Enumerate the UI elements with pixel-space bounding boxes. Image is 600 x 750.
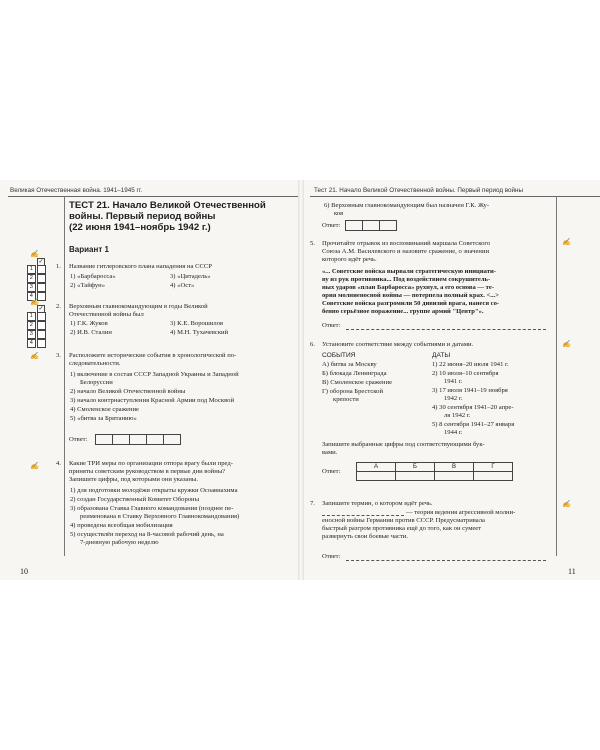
pen-icon: ✍ (562, 238, 571, 246)
event-item: крепости (333, 396, 359, 403)
answer-label: Ответ: (69, 436, 88, 443)
right-running-head: Тест 21. Начало Великой Отечественной войны. Первый период войны (314, 187, 524, 194)
date-item: 3) 17 июля 1941–19 ноября (432, 387, 508, 394)
question-text: — теория ведения агрессивной молни- (406, 509, 516, 516)
question-text: которого идёт речь. (322, 256, 377, 263)
option: 1) Г.К. Жуков (70, 320, 108, 327)
date-item: 5) 8 сентября 1941–27 января (432, 421, 515, 428)
check-box-4[interactable] (37, 339, 46, 348)
answer-box-1[interactable]: 1 (27, 312, 36, 321)
check-box-3[interactable] (37, 330, 46, 339)
question-text: приняты советским руководством в первые дни войны? (69, 468, 226, 475)
option: 2) создан Государственный Комитет Обороны (70, 496, 200, 503)
answer-cell[interactable] (164, 435, 180, 444)
answer-label: Ответ: (322, 222, 341, 229)
right-margin-rule (556, 196, 557, 556)
question-text: следовательности. (69, 360, 121, 367)
question-text: Запишите термин, о котором идёт речь. (322, 500, 433, 507)
answer-box-2[interactable]: 2 (27, 274, 36, 283)
date-item: 1941 г. (444, 378, 463, 385)
option: 2) И.В. Сталин (70, 329, 112, 336)
question-text: Отечественной войны был (69, 311, 144, 318)
option: 6) Верховным главнокомандующим был назначен Г.К. Жу- (324, 202, 490, 209)
quote-line: Советские войска разгромили 50 дивизий врага, нанеся со- (322, 300, 500, 307)
variant-heading: Вариант 1 (69, 245, 109, 254)
option: 2) начало Великой Отечественной войны (70, 388, 186, 395)
answer-cell[interactable] (147, 435, 164, 444)
question-text: Установите соответствие между событиями и датами. (322, 341, 474, 348)
question-text: развернуть свои боевые части. (322, 533, 408, 540)
answer-line[interactable] (346, 560, 546, 561)
term-blank[interactable] (322, 515, 404, 516)
quote-line: ву из рук противника... Под воздействием сокрушитель- (322, 276, 491, 283)
book-gutter (298, 180, 304, 580)
pen-icon: ✍ (30, 462, 39, 470)
option: 4) Смоленское сражение (70, 406, 139, 413)
option: 4) М.Н. Тухачевский (170, 329, 229, 336)
question-text: еносной войны Германии против СССР. Предусматривала (322, 517, 485, 524)
question-number: 3. (56, 352, 61, 359)
answer-label: Ответ: (322, 553, 341, 560)
events-heading: СОБЫТИЯ (322, 352, 356, 359)
match-answer-table[interactable] (356, 462, 513, 481)
date-item: 1944 г. (444, 429, 463, 436)
date-item: 4) 30 сентября 1941–20 апре- (432, 404, 514, 411)
answer-cell[interactable] (96, 435, 113, 444)
quote-line: «... Советские войска вырвали стратегическую инициати- (322, 268, 497, 275)
match-column[interactable] (435, 463, 474, 480)
quote-line: ория молниеносной войны — потерпела полный крах. <...> (322, 292, 499, 299)
match-head: Б (396, 463, 435, 472)
match-column[interactable] (474, 463, 512, 480)
instruction: вами. (322, 449, 338, 456)
option: 4) «Ост» (170, 282, 195, 289)
option: Белоруссии (80, 379, 113, 386)
answer-box-3[interactable]: 3 (27, 330, 36, 339)
match-head: А (357, 463, 396, 472)
date-item: 2) 10 июля–10 сентября (432, 370, 499, 377)
event-item: Г) оборона Брестской (322, 388, 383, 395)
left-head-rule (8, 196, 298, 197)
option: 7-дневную рабочую неделю (80, 539, 159, 546)
left-running-head: Великая Отечественная война. 1941–1945 гг. (10, 187, 143, 194)
answer-box-1[interactable]: 1 (27, 265, 36, 274)
option: 1) «Барбаросса» (70, 273, 116, 280)
answer-grid[interactable] (345, 220, 397, 231)
match-cell[interactable] (357, 472, 395, 480)
event-item: А) битва за Москву (322, 361, 377, 368)
match-head: В (435, 463, 474, 472)
option: ков (334, 210, 344, 217)
option: 1) для подготовки молодёжи открыты кружки Осоавиахима (70, 487, 238, 494)
answer-box-2[interactable]: 2 (27, 321, 36, 330)
check-box-2[interactable] (37, 321, 46, 330)
question-number: 5. (310, 240, 315, 247)
question-text: Верховным главнокомандующим в годы Великой (69, 303, 208, 310)
date-item: ля 1942 г. (444, 412, 471, 419)
answer-cell[interactable] (346, 221, 363, 230)
question-text: быстрый разгром противника ещё до того, как он сумеет (322, 525, 482, 532)
match-column[interactable] (396, 463, 435, 480)
option: 3) К.Е. Ворошилов (170, 320, 224, 327)
bottom-background (0, 580, 600, 750)
answer-cell[interactable] (380, 221, 396, 230)
question-text: Расположите исторические события в хронологической по- (69, 352, 237, 359)
question-number: 2. (56, 303, 61, 310)
page-number-right: 11 (568, 567, 576, 576)
option: 3) «Цитадель» (170, 273, 211, 280)
match-head: Г (474, 463, 513, 472)
page-number-left: 10 (20, 567, 28, 576)
question-text: Какие ТРИ меры по организации отпора врагу были пред- (69, 460, 233, 467)
answer-cell[interactable] (113, 435, 130, 444)
option: реименована в Ставку Верховного Главнокомандования) (80, 513, 240, 520)
checkmark-box-icon[interactable]: ✓ (38, 259, 44, 265)
pen-icon: ✍ (562, 500, 571, 508)
question-text: Прочитайте отрывок из воспоминаний маршала Советского (322, 240, 491, 247)
check-box-1[interactable] (37, 265, 46, 274)
event-item: В) Смоленское сражение (322, 379, 393, 386)
instruction: Запишите выбранные цифры под соответствующими бук- (322, 441, 485, 448)
question-number: 4. (56, 460, 61, 467)
quote-line: ных ударов «план Барбаросса» рухнул, а его основа — те- (322, 284, 495, 291)
question-text: Союза А.М. Василевского и назовите сражение, о значении (322, 248, 490, 255)
check-box-2[interactable] (37, 274, 46, 283)
event-item: Б) блокада Ленинграда (322, 370, 387, 377)
answer-grid[interactable] (95, 434, 181, 445)
pen-icon: ✍ (562, 340, 571, 348)
match-column[interactable] (357, 463, 396, 480)
option: 2) «Тайфун» (70, 282, 105, 289)
option: 3) образована Ставка Главного командования (позднее пе- (70, 505, 234, 512)
pen-icon: ✍ (30, 250, 39, 258)
title-line-1: ТЕСТ 21. Начало Великой Отечественной (69, 200, 266, 211)
option: 4) проведена всеобщая мобилизация (70, 522, 173, 529)
check-box-3[interactable] (37, 283, 46, 292)
check-box-1[interactable] (37, 312, 46, 321)
date-item: 1) 22 июня–20 июля 1941 г. (432, 361, 509, 368)
option: 1) включение в состав СССР Западной Украины и Западной (70, 371, 239, 378)
match-cell[interactable] (474, 472, 512, 480)
question-number: 1. (56, 263, 61, 270)
checkmark-box-icon[interactable]: ✓ (38, 306, 44, 312)
answer-box-4[interactable]: 4 (27, 339, 36, 348)
question-text: Запишите цифры, под которыми они указаны. (69, 476, 198, 483)
answer-label: Ответ: (322, 322, 341, 329)
answer-box-3[interactable]: 3 (27, 283, 36, 292)
answer-line[interactable] (346, 329, 546, 330)
question-number: 7. (310, 500, 315, 507)
quote-line: бенно серьёзное поражение... группе армий "Центр"». (322, 308, 484, 315)
pen-icon: ✍ (30, 298, 39, 306)
option: 3) начало контрнаступления Красной Армии под Москвой (70, 397, 234, 404)
dates-heading: ДАТЫ (432, 352, 451, 359)
option: 5) «битва за Британию» (70, 415, 137, 422)
answer-label: Ответ: (322, 468, 341, 475)
title-line-3: (22 июня 1941–ноябрь 1942 г.) (69, 221, 211, 233)
question-number: 6. (310, 341, 315, 348)
match-cell[interactable] (396, 472, 434, 480)
answer-cell[interactable] (363, 221, 380, 230)
left-margin-rule (64, 196, 65, 556)
answer-cell[interactable] (130, 435, 147, 444)
match-cell[interactable] (435, 472, 473, 480)
title-line-2: войны. Первый период войны (69, 210, 216, 222)
test-title (69, 201, 266, 233)
date-item: 1942 г. (444, 395, 463, 402)
question-text: Название гитлеровского плана нападения на СССР (69, 263, 212, 270)
pen-icon: ✍ (30, 352, 39, 360)
option: 5) осуществлён переход на 8-часовой рабочий день, на (70, 531, 224, 538)
answer-box-4[interactable]: 4 (27, 292, 36, 301)
